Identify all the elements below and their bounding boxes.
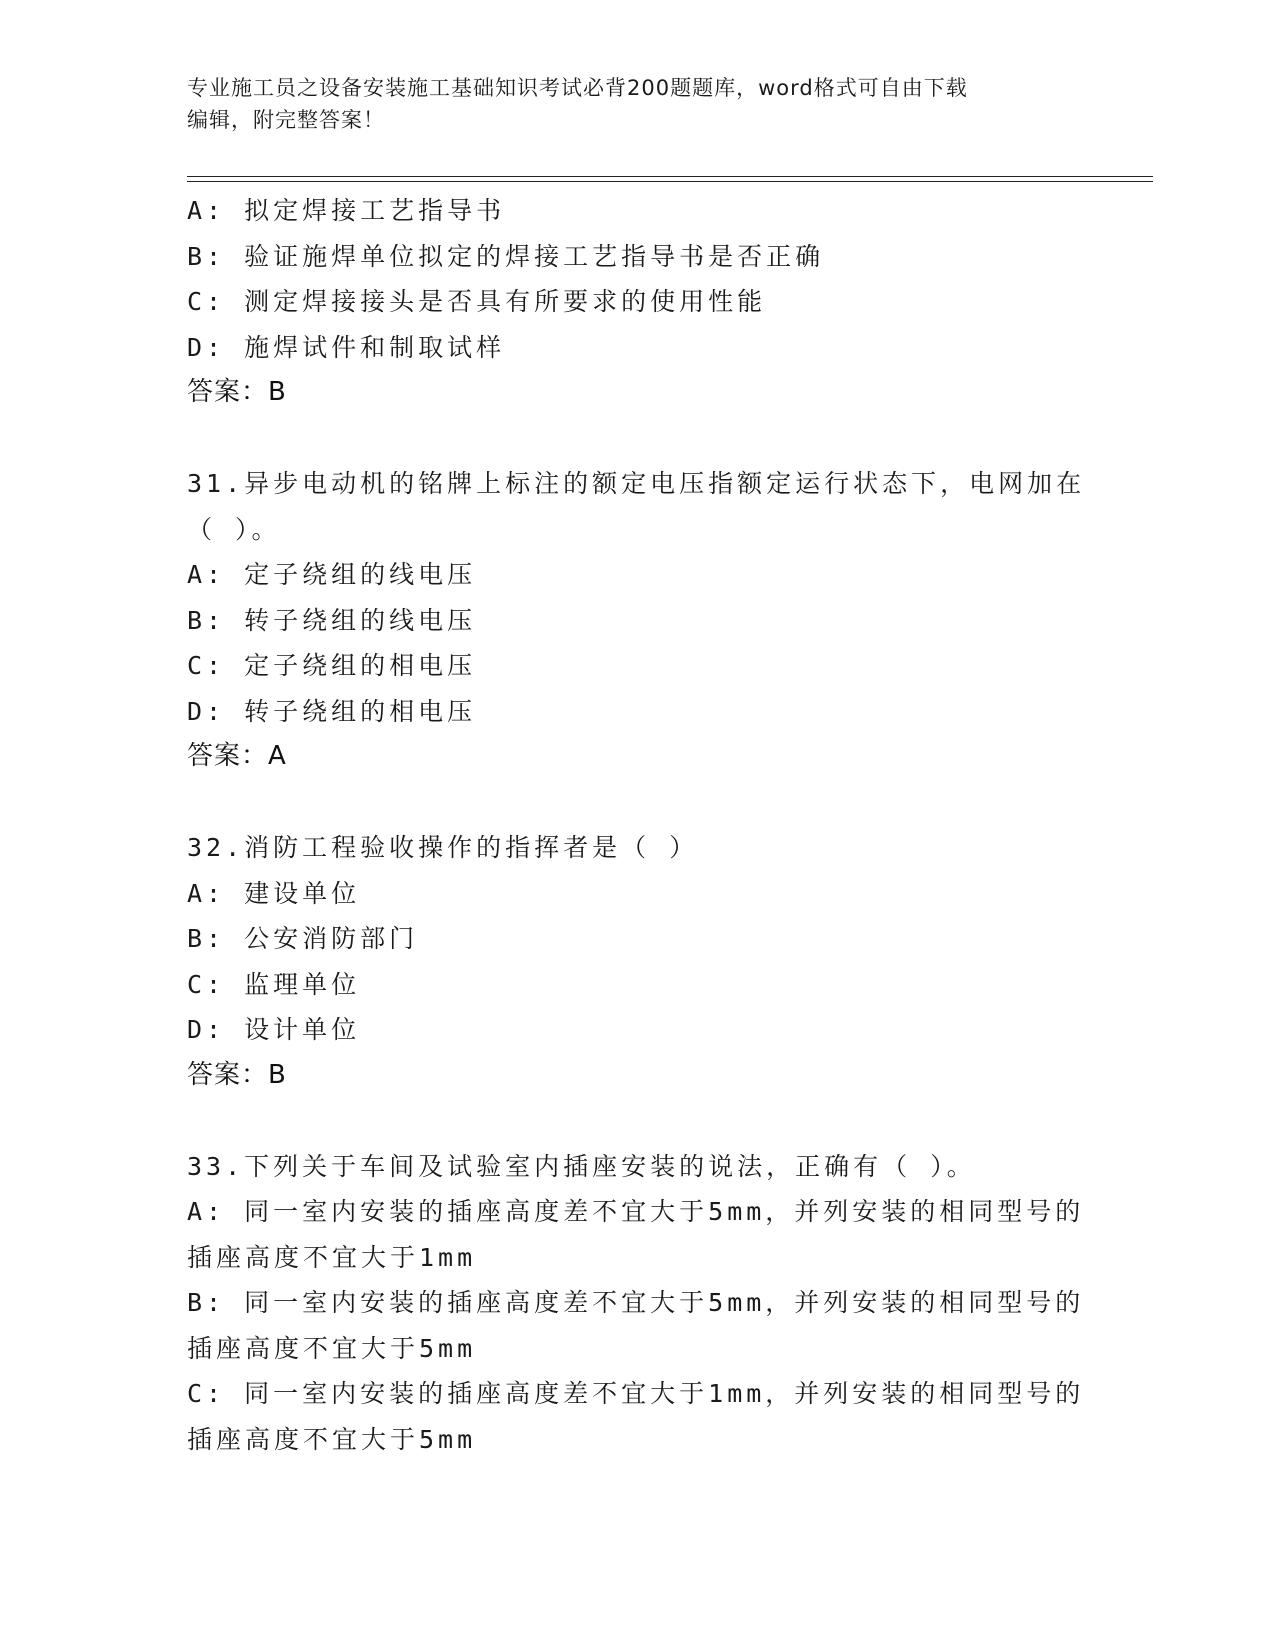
question-31 [187, 461, 1087, 780]
spacer [187, 1098, 1087, 1144]
option-b: B: 验证施焊单位拟定的焊接工艺指导书是否正确 [187, 241, 825, 271]
option-c: C: 定子绕组的相电压 [187, 651, 477, 680]
option-c: C: 监理单位 [187, 969, 361, 999]
document-header [187, 72, 1087, 136]
answer: 答案：B [187, 1059, 287, 1090]
option-a: A: 同一室内安装的插座高度差不宜大于5mm，并列安装的相同型号的 [187, 1197, 1085, 1226]
header-title-line-2: 编辑，附完整答案！ [187, 108, 385, 132]
option-b: B: 公安消防部门 [187, 924, 419, 953]
header-divider-top [187, 176, 1153, 177]
option-a: A: 拟定焊接工艺指导书 [187, 196, 506, 225]
option-d: D: 施焊试件和制取试样 [187, 332, 506, 362]
question-list [187, 188, 1087, 1462]
question-30 [187, 188, 1087, 416]
header-title-line-1: 专业施工员之设备安装施工基础知识考试必背200题题库，word格式可自由下载 [187, 76, 968, 100]
question-stem: 32.消防工程验收操作的指挥者是（ ） [187, 833, 699, 862]
answer: 答案：B [187, 377, 287, 407]
option-b: B: 同一室内安装的插座高度差不宜大于5mm，并列安装的相同型号的 [187, 1288, 1085, 1317]
question-stem-continued: （ ）。 [187, 514, 281, 544]
spacer [187, 780, 1087, 826]
option-c: C: 测定焊接接头是否具有所要求的使用性能 [187, 287, 767, 316]
question-33 [187, 1144, 1087, 1463]
option-a: A: 定子绕组的线电压 [187, 560, 477, 589]
question-stem: 31.异步电动机的铭牌上标注的额定电压指额定运行状态下，电网加在 [187, 469, 1086, 498]
option-b-continued: 插座高度不宜大于5mm [187, 1333, 477, 1363]
option-a: A: 建设单位 [187, 878, 361, 908]
option-b: B: 转子绕组的线电压 [187, 605, 477, 635]
option-c: C: 同一室内安装的插座高度差不宜大于1mm，并列安装的相同型号的 [187, 1379, 1085, 1408]
spacer [187, 416, 1087, 462]
option-d: D: 设计单位 [187, 1015, 361, 1044]
question-32 [187, 825, 1087, 1098]
option-a-continued: 插座高度不宜大于1mm [187, 1242, 477, 1272]
header-divider-bottom [187, 181, 1153, 182]
option-c-continued: 插座高度不宜大于5mm [187, 1424, 477, 1454]
question-stem: 33.下列关于车间及试验室内插座安装的说法，正确有（ ）。 [187, 1151, 976, 1181]
answer: 答案：A [187, 741, 287, 771]
option-d: D: 转子绕组的相电压 [187, 696, 477, 726]
